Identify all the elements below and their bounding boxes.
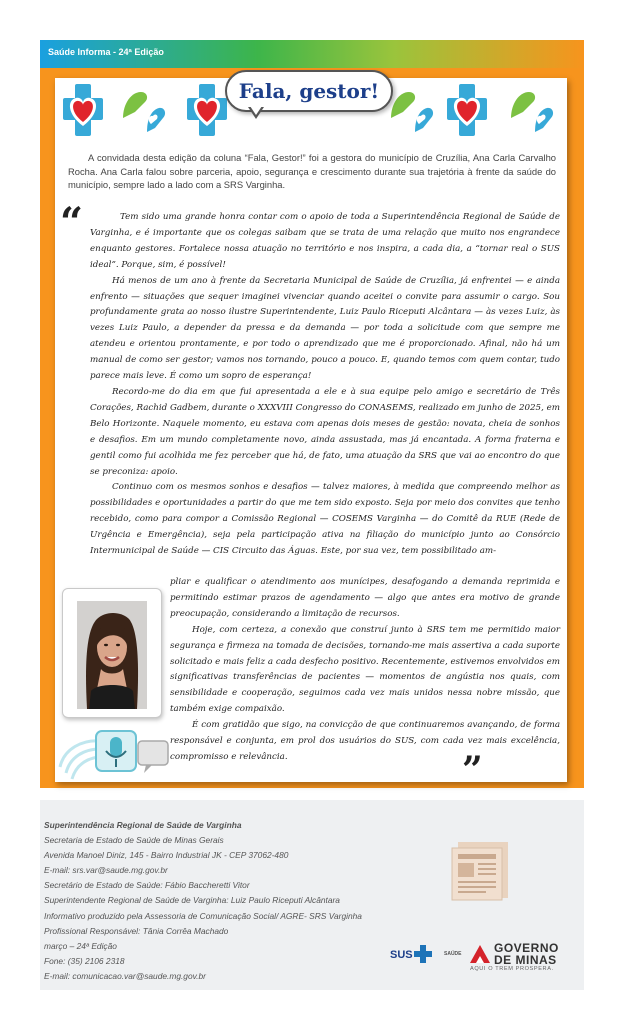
paragraph: Hoje, com certeza, a conexão que construí junto à SRS tem me permitido maior segurança e firmeza na tomada de decisões, tornando-me mais assertiva a cada suporte solicitado e mais feliz a cada desfecho positivo. Recentemente, estivemos envolvidos em significativas transferências de pacientes — momentos de angústia nos quais, com sensibilidade e cooperação, seguimos cada vez mais unidos nessa nobre missão, que também exige compaixão.: [170, 624, 560, 715]
footer-email: E-mail: comunicacao.var@saude.mg.gov.br: [44, 970, 206, 981]
footer-line: Secretário de Estado de Saúde: Fábio Baccheretti Vitor: [44, 880, 250, 891]
de-minas-text: DE MINAS: [494, 953, 557, 967]
paragraph: Recordo-me do dia em que fui apresentada a ele e à sua equipe pelo amigo e secretário de Três Corações, Rachid Gadbem, durante o XXXVIII Congresso do CONASEMS, realizado em junho de 2025, em Belo Horizonte. Naquele momento, eu estava com apenas dois meses de gestão: novata, cheia de sonhos e desafios. Em um mundo completamente novo, ainda assustada, mas já encantada. A forma fraterna e gentil como fui acolhida me fez perceber que há, de fato, uma atuação da SRS que vai ao encontro do que se preconiza: apoio.: [90, 386, 560, 477]
footer-line: Profissional Responsável: Tânia Corrêa Machado: [44, 925, 229, 936]
helping-hands-icon: [391, 92, 433, 132]
footer-line: Avenida Manoel Diniz, 145 - Bairro Industrial JK - CEP 37062-480: [44, 850, 289, 861]
gestor-photo: [77, 601, 147, 709]
saude-label: SAÚDE: [444, 951, 462, 957]
footer-phone: Fone: (35) 2106 2318: [44, 955, 125, 966]
paragraph: É com gratidão que sigo, na convicção de que continuaremos avançando, de forma responsável e conjunta, em prol dos usuários do SUS, com cada vez mais excelência, compromisso e relevância.: [170, 720, 560, 762]
helping-hands-icon: [511, 92, 553, 132]
cross-heart-icon: [63, 84, 103, 136]
close-quote-mark: ”: [462, 749, 483, 791]
paragraph: Há menos de um ano à frente da Secretaria Municipal de Saúde de Cruzília, já enfrentei — e ainda enfrento — situações que sequer imaginei vivenciar quando aceitei o convite para assumir o cargo. Sou profundamente grata ao nosso ilustre Superintendente, Luiz Paulo Riceputi Alcântara — às vezes Luiz, às vezes Luiz Paulo, a depender da pressa e da demanda — por toda a solicitude com que sempre me atendeu e orientou prontamente, e por todo o aprendizado que me é proporcionado. Afinal, não há um manual de como ser gestor; vamos nos tornando, pouco a pouco. E, quando temos com quem contar, tudo parece mais leve. É como um sopro de esperança!: [90, 275, 560, 382]
microphone-chat-icon: [58, 727, 178, 787]
cross-heart-icon: [187, 84, 227, 136]
footer-line: Informativo produzido pela Assessoria de Comunicação Social/ AGRE- SRS Varginha: [44, 910, 362, 921]
footer-org: Superintendência Regional de Saúde de Varginha: [44, 820, 242, 830]
paragraph: pliar e qualificar o atendimento aos munícipes, desafogando a demanda reprimida e permitindo estimar prazos de agendamento — algo que antes era motivo de grande preocupação, considerando a limitação de recursos.: [170, 577, 560, 619]
column-title: Fala, gestor!: [238, 79, 380, 103]
intro-paragraph: A convidada desta edição da coluna “Fala, Gestor!” foi a gestora do município de Cruzília, Ana Carla Carvalho Rocha. Ana Carla falou sobre parceria, apoio, segurança e crescimento durante sua trajetória à frente da saúde do município, sempre lado a lado com a SRS Varginha.: [68, 152, 556, 190]
newsletter-title: Saúde Informa - 24ª Edição: [48, 47, 164, 57]
newspaper-icon: [448, 836, 514, 902]
paragraph: Tem sido uma grande honra contar com o apoio de toda a Superintendência Regional de Saúde de Varginha, e é importante que os colegas saibam que se trata de uma relação que muito nos engrandece enquanto gestores. Fortalece nossa atuação no território e nos inspira, a cada dia, a “tornar real o SUS ideal”. Porque, sim, é possível!: [90, 212, 560, 270]
governo-text: GOVERNO: [494, 941, 559, 955]
sus-logo-text: SUS: [390, 949, 413, 961]
sus-logo: [390, 943, 436, 965]
helping-hands-icon: [123, 92, 165, 132]
interview-text-continued: [170, 575, 560, 766]
open-quote-mark: “: [60, 199, 84, 246]
newsletter-header: [40, 40, 584, 68]
gov-slogan: AQUI O TREM PROSPERA.: [470, 966, 554, 972]
footer-line: Superintendente Regional de Saúde de Varginha: Luiz Paulo Riceputi Alcântara: [44, 895, 340, 906]
cross-heart-icon: [447, 84, 487, 136]
footer-credits: [44, 818, 424, 984]
paragraph: Continuo com os mesmos sonhos e desafios — talvez maiores, à medida que compreendo melhor as possibilidades e oportunidades a partir do que me tem sido exposto. Seja por meio dos convites que tenho recebido, como para compor a Comissão Regional — COSEMS Varginha — do Comitê da RUE (Rede de Urgência e Emergência), seja pela participação ativa na filiação do município junto ao Consórcio Intermunicipal de Saúde — CIS Circuito das Águas. Este, por sua vez, tem possibilitado am-: [90, 482, 560, 557]
footer-line: Secretaria de Estado de Saúde de Minas Gerais: [44, 835, 224, 846]
footer-line: março – 24ª Edição: [44, 940, 117, 951]
interview-text: [90, 210, 560, 560]
footer-email: E-mail: srs.var@saude.mg.gov.br: [44, 865, 168, 876]
